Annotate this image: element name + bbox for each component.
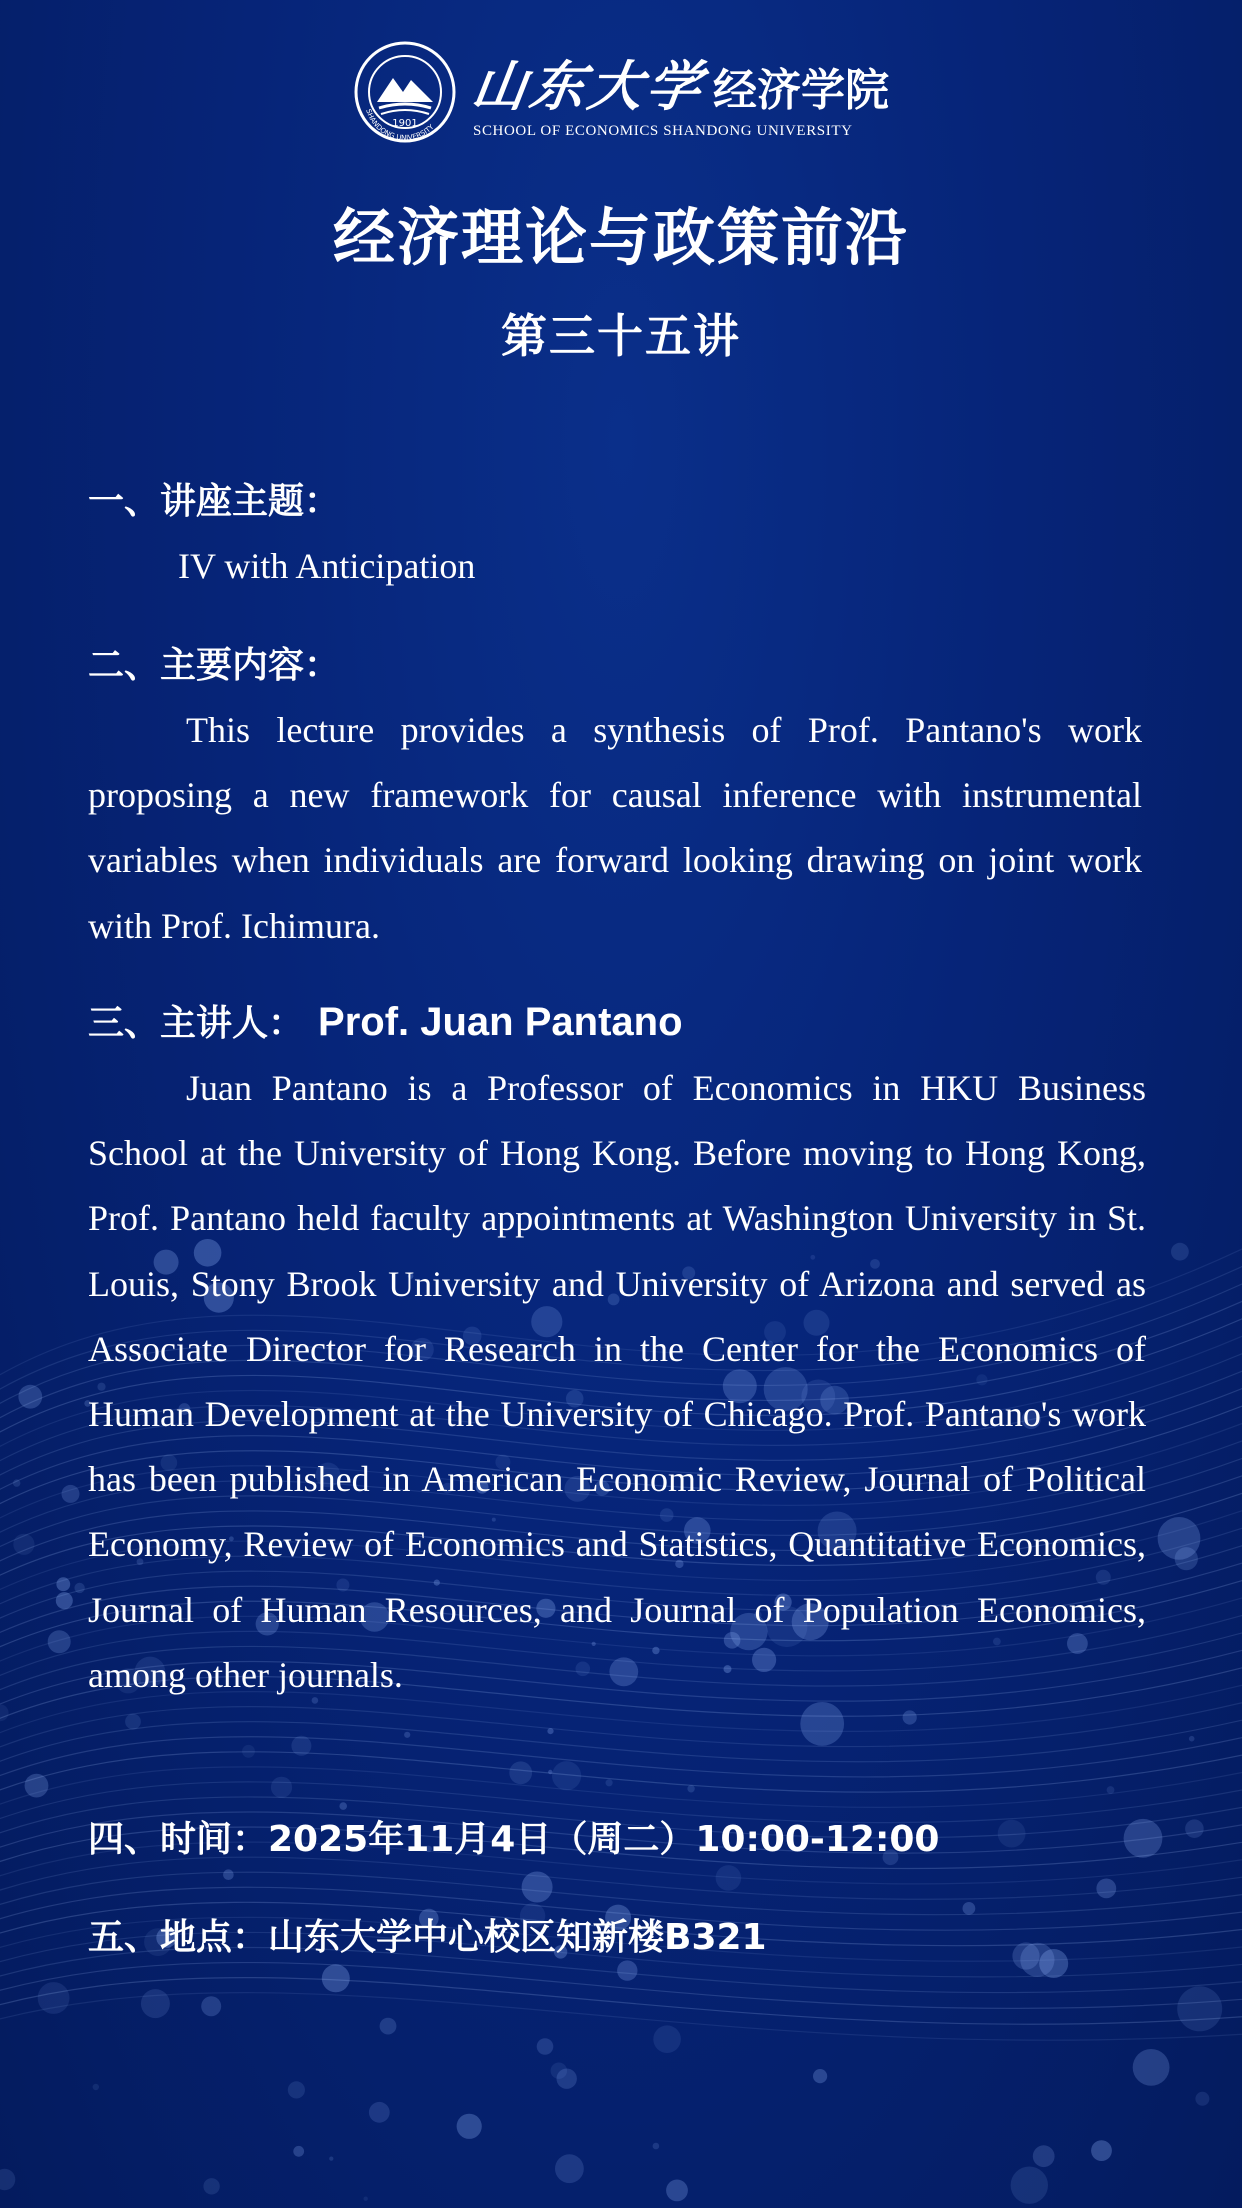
- school-name-en: SCHOOL OF ECONOMICS SHANDONG UNIVERSITY: [473, 123, 853, 139]
- school-name-cn: 经济学院: [713, 65, 889, 116]
- content-section: [88, 644, 1142, 959]
- seal-ring-text: SHANDONG UNIVERSITY: [364, 108, 436, 143]
- topic-content: IV with Anticipation: [178, 546, 476, 586]
- university-calligraphy: 山东大学: [468, 54, 710, 118]
- speaker-name: Prof. Juan Pantano: [318, 1000, 683, 1044]
- venue-text: 五、地点：山东大学中心校区知新楼B321: [88, 1917, 767, 1958]
- university-seal-icon: [353, 40, 457, 144]
- speaker-section: [88, 1000, 1146, 1708]
- time-section: [88, 1818, 1142, 1862]
- venue-section: [88, 1916, 1142, 1960]
- lecture-number: 第三十五讲: [501, 309, 741, 363]
- time-text: 四、时间：2025年11月4日（周二）10:00-12:00: [88, 1819, 940, 1860]
- speaker-heading: [88, 1000, 1142, 1046]
- topic-section: [88, 480, 1142, 590]
- topic-heading: 一、讲座主题：: [88, 481, 341, 522]
- school-wordmark: [468, 44, 889, 140]
- speaker-bio: Juan Pantano is a Professor of Economics in HKU Business School at the University of Hong Kong. Before moving to Hong Kong, Prof. Pantano held faculty appointments at Washington University in St. Louis, Stony Brook University and University of Arizona and served as Associate Director for Research in the Center for the Economics of Human Development at the University of Chicago. Prof. Pantano's work has been published in American Economic Review, Journal of Political Economy, Review of Economics and Statistics, Quantitative Economics, Journal of Human Resources, and Journal of Population Economics, among other journals.: [88, 1068, 1146, 1695]
- speaker-heading-label: 三、主讲人：: [88, 1003, 305, 1044]
- school-logo: [0, 40, 1242, 144]
- series-title: 经济理论与政策前沿: [332, 201, 909, 274]
- content-text: This lecture provides a synthesis of Prof. Pantano's work proposing a new framework for causal inference with instrumental variables when individuals are forward looking drawing on joint work with Prof. Ichimura.: [88, 710, 1142, 946]
- content-heading: 二、主要内容：: [88, 645, 341, 686]
- seal-year: 1901: [392, 118, 418, 129]
